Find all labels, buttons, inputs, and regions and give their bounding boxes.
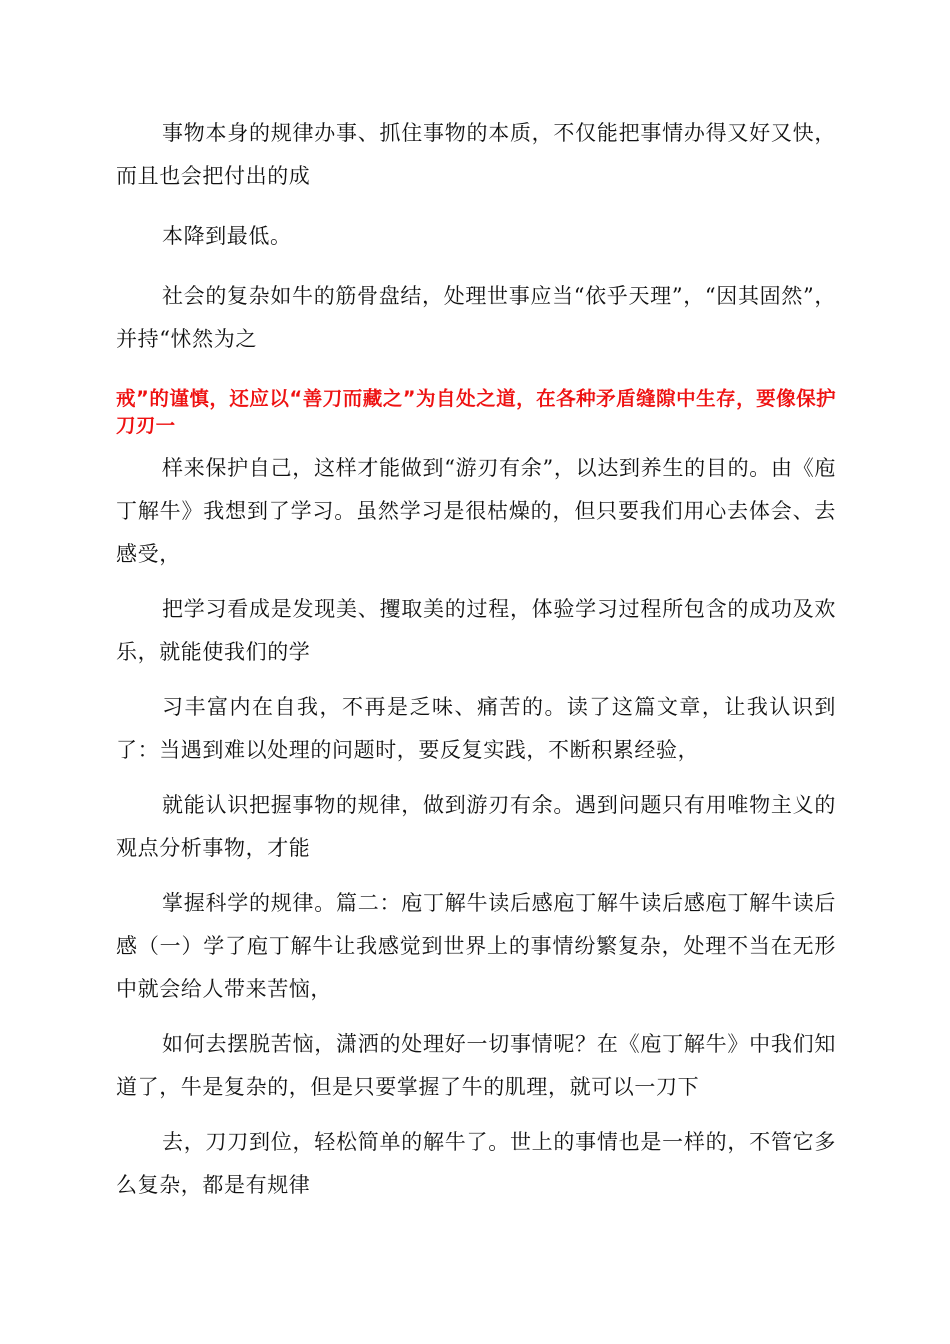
paragraph: 本降到最低。 <box>162 224 292 248</box>
paragraph: 如何去摆脱苦恼，潇洒的处理好一切事情呢？在《庖丁解牛》中我们知道了，牛是复杂的，但是只要掌握了牛的肌理，就可以一刀下 <box>116 1032 836 1099</box>
paragraph: 社会的复杂如牛的筋骨盘结，处理世事应当“依乎天理”，“因其固然”，并持“怵然为之 <box>116 284 836 351</box>
paragraph: 习丰富内在自我，不再是乏味、痛苦的。读了这篇文章，让我认识到了：当遇到难以处理的问题时，要反复实践，不断积累经验， <box>116 695 836 762</box>
paragraph: 掌握科学的规律。篇二：庖丁解牛读后感庖丁解牛读后感庖丁解牛读后感（一）学了庖丁解牛让我感觉到世界上的事情纷繁复杂，处理不当在无形中就会给人带来苦恼， <box>116 891 836 1001</box>
paragraph: 事物本身的规律办事、抓住事物的本质，不仅能把事情办得又好又快，而且也会把付出的成 <box>116 121 836 188</box>
document-body <box>116 112 836 1207</box>
paragraph: 样来保护自己，这样才能做到“游刃有余”，以达到养生的目的。由《庖丁解牛》我想到了学习。虽然学习是很枯燥的，但只要我们用心去体会、去感受， <box>116 456 836 566</box>
paragraph: 去，刀刀到位，轻松简单的解牛了。世上的事情也是一样的，不管它多么复杂，都是有规律 <box>116 1130 836 1197</box>
paragraph: 把学习看成是发现美、攫取美的过程，体验学习过程所包含的成功及欢乐，就能使我们的学 <box>116 597 836 664</box>
highlighted-paragraph: 戒”的谨慎，还应以“善刀而藏之”为自处之道，在各种矛盾缝隙中生存，要像保护刀刃一 <box>116 387 836 437</box>
paragraph: 就能认识把握事物的规律，做到游刃有余。遇到问题只有用唯物主义的观点分析事物，才能 <box>116 793 836 860</box>
